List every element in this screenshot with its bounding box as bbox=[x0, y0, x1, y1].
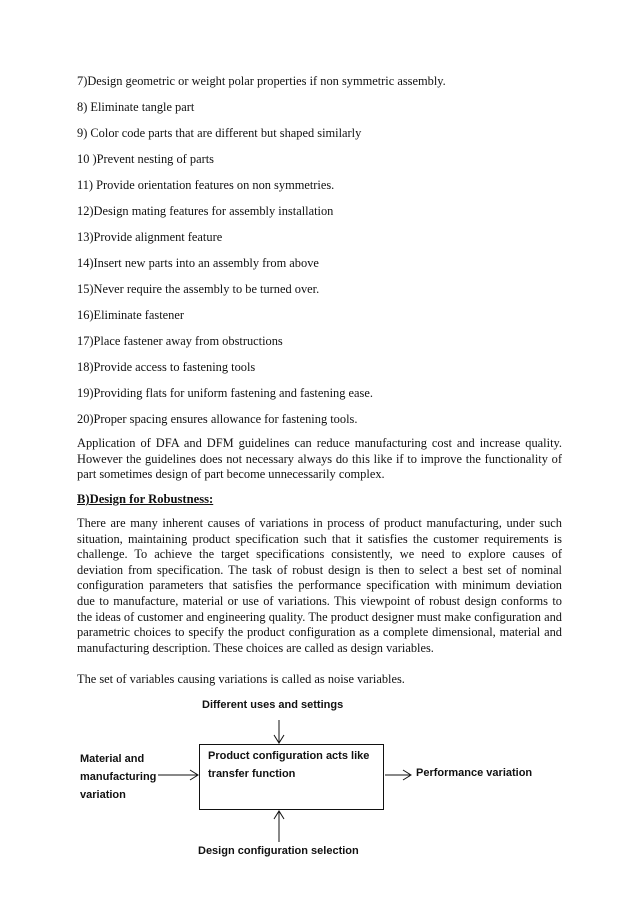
robust-design-diagram bbox=[0, 690, 638, 870]
guideline-item-8: 8) Eliminate tangle part bbox=[77, 100, 195, 114]
robustness-paragraph: There are many inherent causes of variations in process of product manufacturing, under such situation, maintaining product specification such that it satisfies the customer requirements is challenge. To achieve the target specifications consistently, we need to explore causes of deviation from specification. The task of robust design is then to select a best set of nominal configuration parameters that satisfies the performance specification with minimum deviation due to manufacture, material or use of variations. This viewpoint of robust design conforms to the ideas of customer and engineering quality. The product designer must make configuration and parametric choices to specify the product configuration as a complete dimensional, material and manufacturing description. These choices are called as design variables. bbox=[77, 516, 562, 655]
guideline-item-7: 7)Design geometric or weight polar properties if non symmetric assembly. bbox=[77, 74, 446, 88]
guideline-item-15: 15)Never require the assembly to be turned over. bbox=[77, 282, 320, 296]
guideline-item-20: 20)Proper spacing ensures allowance for fastening tools. bbox=[77, 412, 358, 426]
guideline-item-14: 14)Insert new parts into an assembly from above bbox=[77, 256, 319, 270]
diagram-right-label: Performance variation bbox=[416, 767, 533, 779]
guideline-item-12: 12)Design mating features for assembly installation bbox=[77, 204, 334, 218]
guideline-item-11: 11) Provide orientation features on non symmetries. bbox=[77, 178, 335, 192]
noise-paragraph: The set of variables causing variations is called as noise variables. bbox=[77, 672, 405, 686]
dfa-paragraph: Application of DFA and DFM guidelines can reduce manufacturing cost and increase quality. However the guidelines does not necessary always do this like if to improve the functionality of part sometimes design of part become unnecessarily complex. bbox=[77, 436, 562, 482]
diagram-box-label: Product configuration acts like transfer function bbox=[208, 750, 370, 780]
section-heading: B)Design for Robustness: bbox=[77, 492, 214, 506]
guideline-item-10: 10 )Prevent nesting of parts bbox=[77, 152, 214, 166]
transfer-function-box bbox=[199, 744, 384, 810]
guideline-item-9: 9) Color code parts that are different but shaped similarly bbox=[77, 126, 362, 140]
diagram-left-label: Material and manufacturing variation bbox=[80, 753, 157, 801]
guideline-item-19: 19)Providing flats for uniform fastening and fastening ease. bbox=[77, 386, 373, 400]
guideline-item-17: 17)Place fastener away from obstructions bbox=[77, 334, 283, 348]
diagram-top-label: Different uses and settings bbox=[202, 699, 344, 711]
guideline-item-18: 18)Provide access to fastening tools bbox=[77, 360, 256, 374]
guideline-item-13: 13)Provide alignment feature bbox=[77, 230, 223, 244]
guideline-item-16: 16)Eliminate fastener bbox=[77, 308, 184, 322]
diagram-bottom-label: Design configuration selection bbox=[198, 845, 359, 857]
